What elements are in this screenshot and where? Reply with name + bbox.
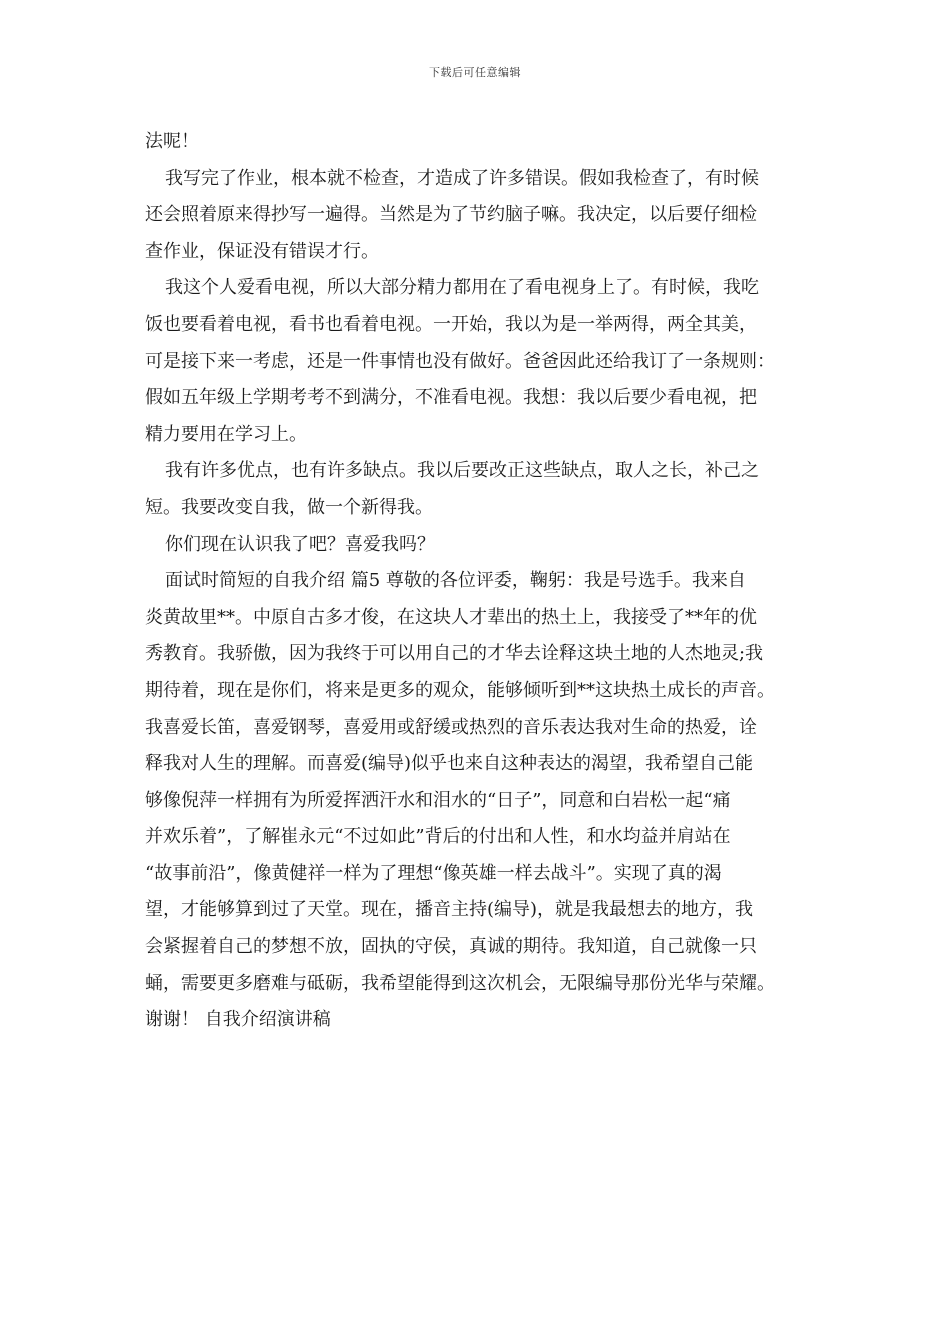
text-line: 秀教育。我骄傲，因为我终于可以用自己的才华去诠释这块土地的人杰地灵;我	[145, 643, 764, 665]
text-line: 我有许多优点，也有许多缺点。我以后要改正这些缺点，取人之长，补己之	[165, 460, 759, 482]
text-line: 假如五年级上学期考考不到满分，不准看电视。我想：我以后要少看电视，把	[145, 387, 757, 409]
text-line: 够像倪萍一样拥有为所爱挥洒汗水和泪水的“日子”，同意和白岩松一起“痛	[145, 789, 731, 811]
text-line: 面试时简短的自我介绍 篇5 尊敬的各位评委，鞠躬：我是号选手。我来自	[165, 570, 746, 592]
text-line: 会紧握着自己的梦想不放，固执的守侯，真诚的期待。我知道，自己就像一只	[145, 936, 757, 958]
text-line: 释我对人生的理解。而喜爱(编导)似乎也来自这种表达的渴望，我希望自己能	[145, 753, 754, 775]
text-line: 短。我要改变自我，做一个新得我。	[145, 496, 433, 518]
text-line: 望，才能够算到过了天堂。现在，播音主持(编导)，就是我最想去的地方，我	[145, 899, 754, 921]
text-line: 查作业，保证没有错误才行。	[145, 240, 379, 262]
text-line: 你们现在认识我了吧？喜爱我吗？	[165, 533, 435, 555]
text-line: 期待着，现在是你们，将来是更多的观众，能够倾听到**这块热土成长的声音。	[145, 679, 775, 701]
text-line: 饭也要看着电视，看书也看着电视。一开始，我以为是一举两得，两全其美，	[145, 313, 757, 335]
text-line: “故事前沿”，像黄健祥一样为了理想“像英雄一样去战斗”。实现了真的渴	[145, 862, 722, 884]
text-line: 可是接下来一考虑，还是一件事情也没有做好。爸爸因此还给我订了一条规则：	[145, 350, 775, 372]
text-line: 蛹，需要更多磨难与砥砺，我希望能得到这次机会，无限编导那份光华与荣耀。	[145, 972, 775, 994]
text-line: 还会照着原来得抄写一遍得。当然是为了节约脑子嘛。我决定，以后要仔细检	[145, 204, 757, 226]
text-line: 我喜爱长笛，喜爱钢琴，喜爱用或舒缓或热烈的音乐表达我对生命的热爱，诠	[145, 716, 757, 738]
text-line: 精力要用在学习上。	[145, 423, 307, 445]
text-line: 法呢！	[145, 131, 199, 152]
document-body	[145, 124, 810, 1039]
text-line: 谢谢！ 自我介绍演讲稿	[145, 1009, 331, 1031]
text-line: 我写完了作业，根本就不检查，才造成了许多错误。假如我检查了，有时候	[165, 167, 759, 189]
text-line: 炎黄故里**。中原自古多才俊，在这块人才辈出的热土上，我接受了**年的优	[145, 606, 757, 628]
text-line: 并欢乐着”，了解崔永元“不过如此”背后的付出和人性，和水均益并肩站在	[145, 826, 731, 848]
page-header: 下载后可任意编辑	[429, 66, 521, 79]
text-line: 我这个人爱看电视，所以大部分精力都用在了看电视身上了。有时候，我吃	[165, 277, 759, 299]
